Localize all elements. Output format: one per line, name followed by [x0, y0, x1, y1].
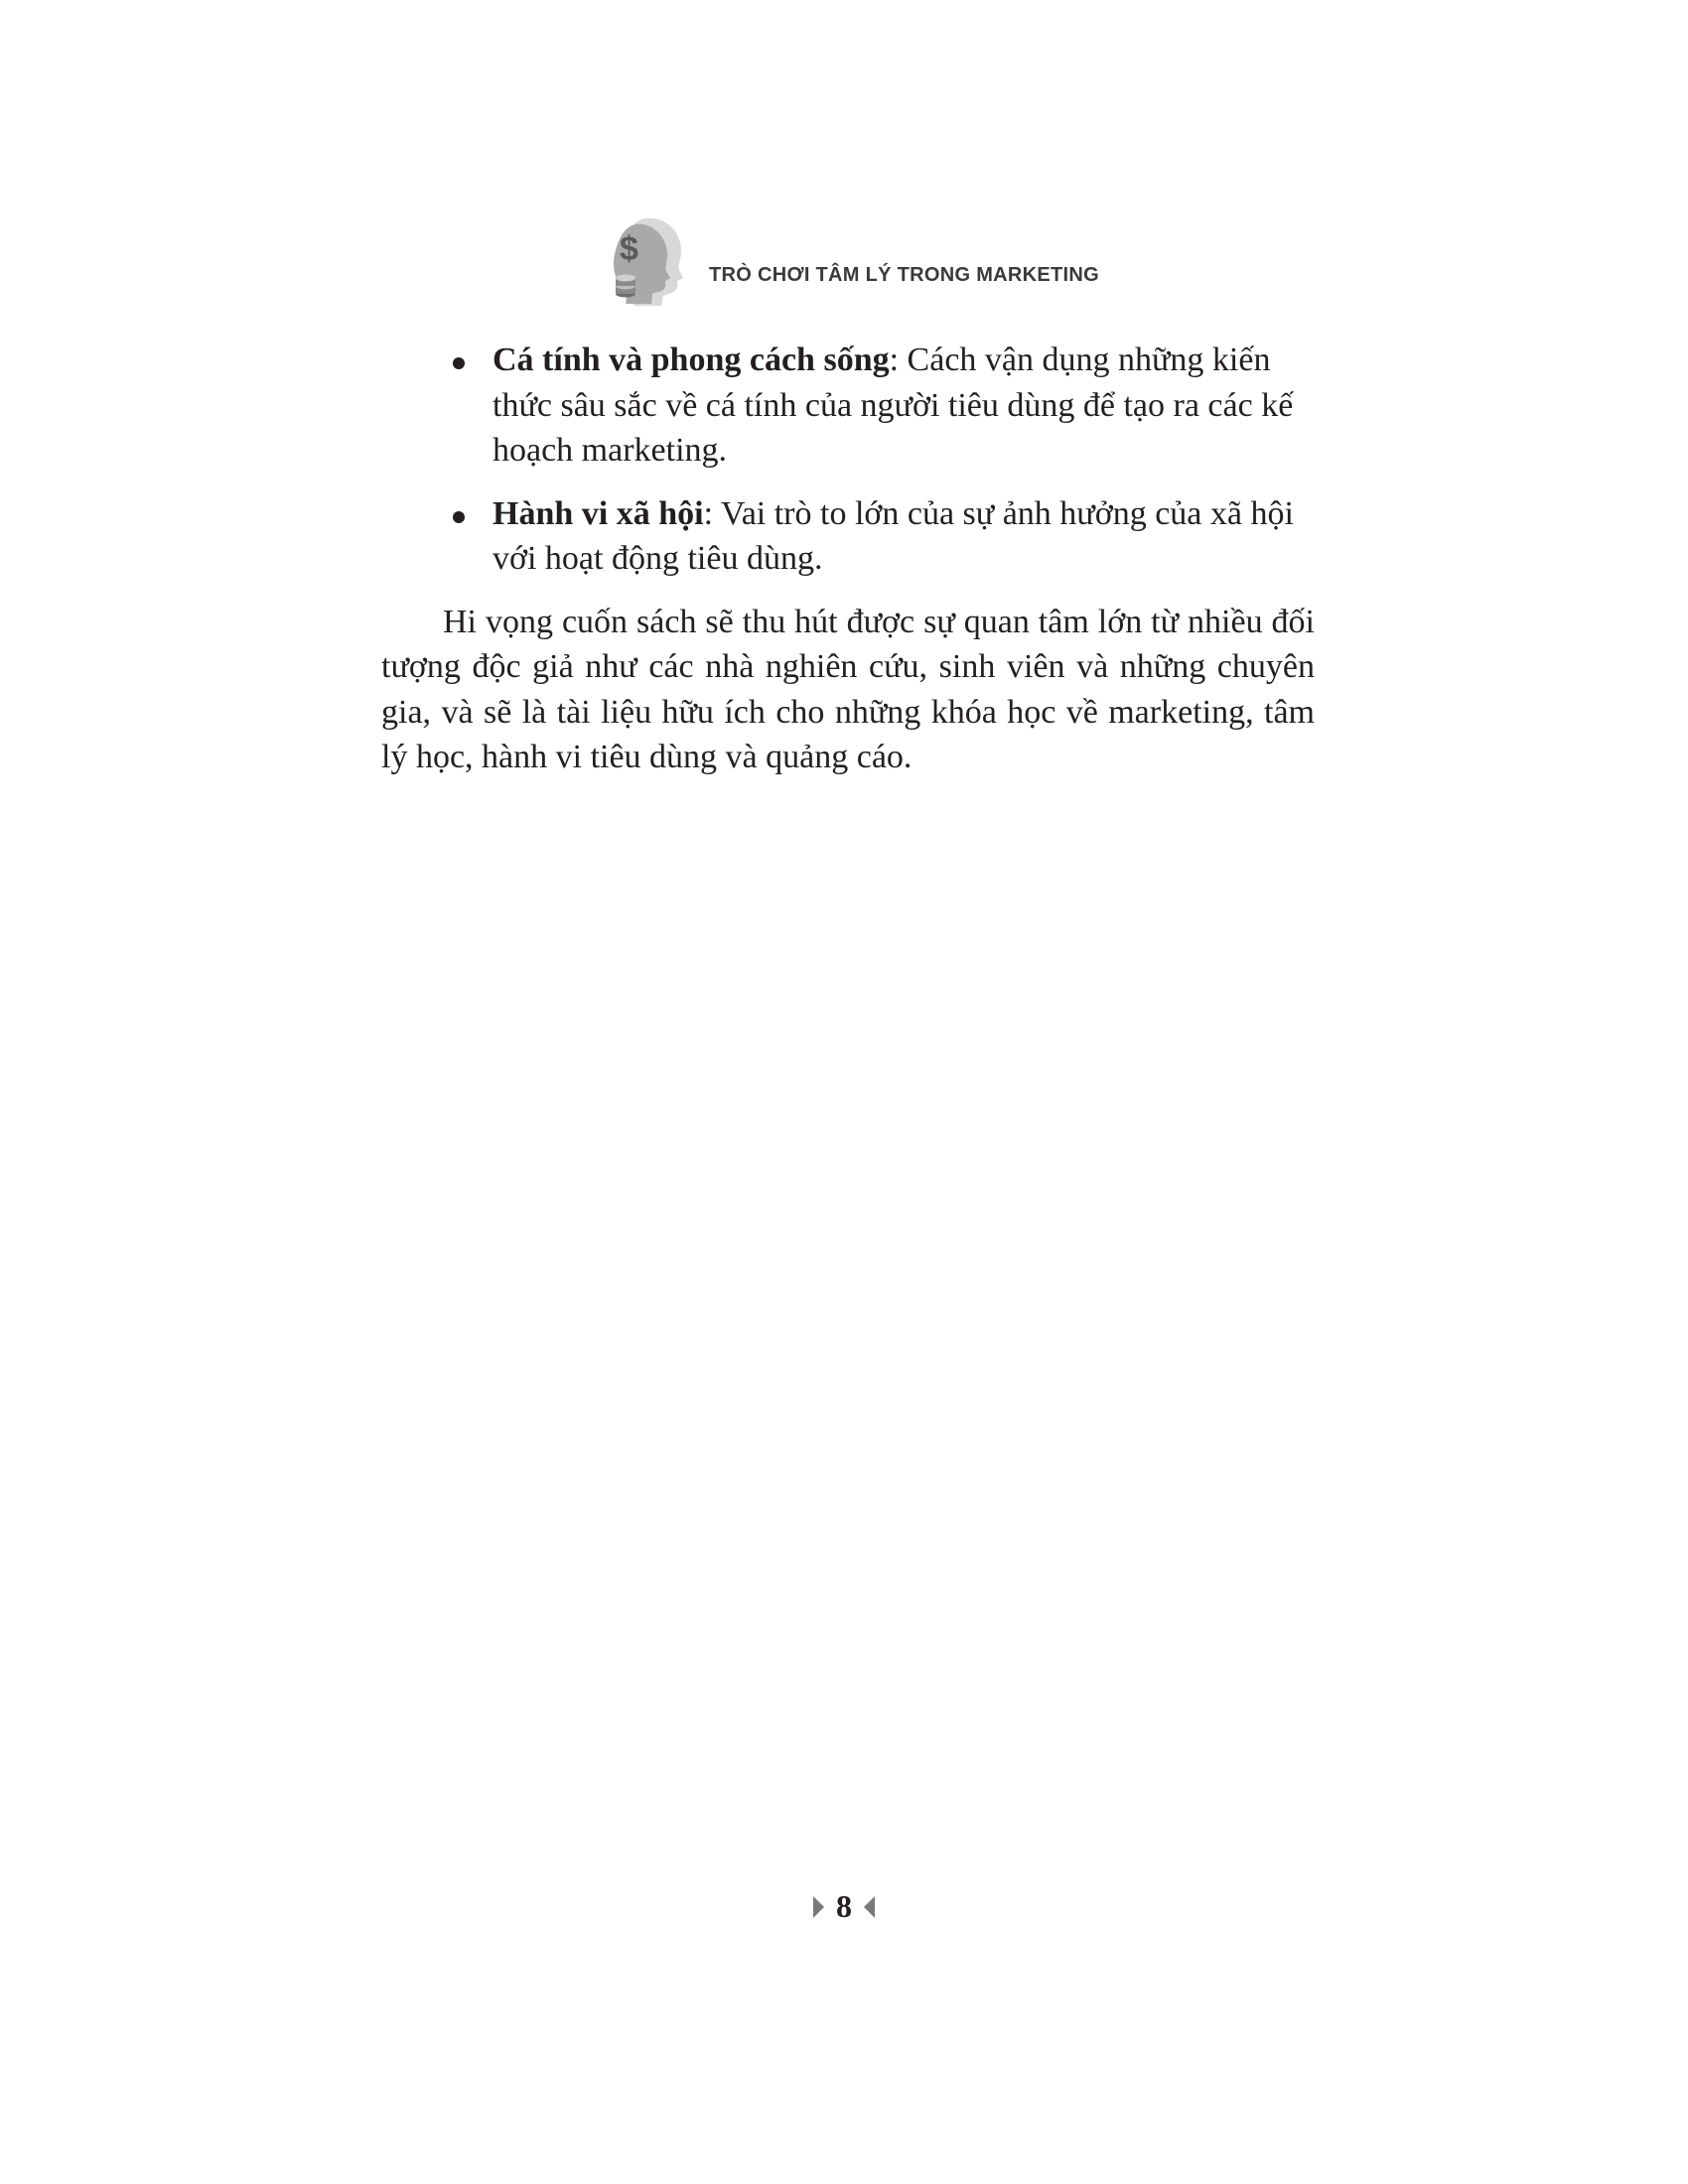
arrow-right-icon — [813, 1896, 824, 1918]
bullet-text: : Vai trò to lớn của sự ảnh hưởng của xã hội với hoạt động tiêu dùng. — [492, 494, 1294, 577]
body-paragraph: Hi vọng cuốn sách sẽ thu hút được sự quan tâm lớn từ nhiều đối tượng độc giả như các nhà nghiên cứu, sinh viên và những chuyên gia, và sẽ là tài liệu hữu ích cho những khóa học về marketing, tâm lý học, hành vi tiêu dùng và quảng cáo. — [381, 603, 1315, 775]
running-header — [596, 210, 1100, 310]
profile-head-with-dollar-icon — [606, 214, 685, 306]
book-title: TRÒ CHƠI TÂM LÝ TRONG MARKETING — [709, 264, 1100, 286]
bullet-term: Cá tính và phong cách sống — [492, 341, 890, 378]
bullet-dot — [453, 357, 465, 369]
bullet-term: Hành vi xã hội — [492, 494, 704, 532]
svg-text:$: $ — [620, 230, 638, 268]
page-number: 8 — [836, 1888, 852, 1924]
list-item — [381, 338, 1315, 474]
page-footer — [0, 1888, 1688, 1925]
bullet-dot — [453, 511, 465, 523]
arrow-left-icon — [864, 1896, 875, 1918]
bullet-list — [381, 338, 1315, 582]
list-item — [381, 491, 1315, 582]
page-body — [381, 338, 1315, 780]
bullet-text: : Cách vận dụng những kiến thức sâu sắc về cá tính của người tiêu dùng để tạo ra các kế hoạch marketing. — [492, 341, 1294, 469]
